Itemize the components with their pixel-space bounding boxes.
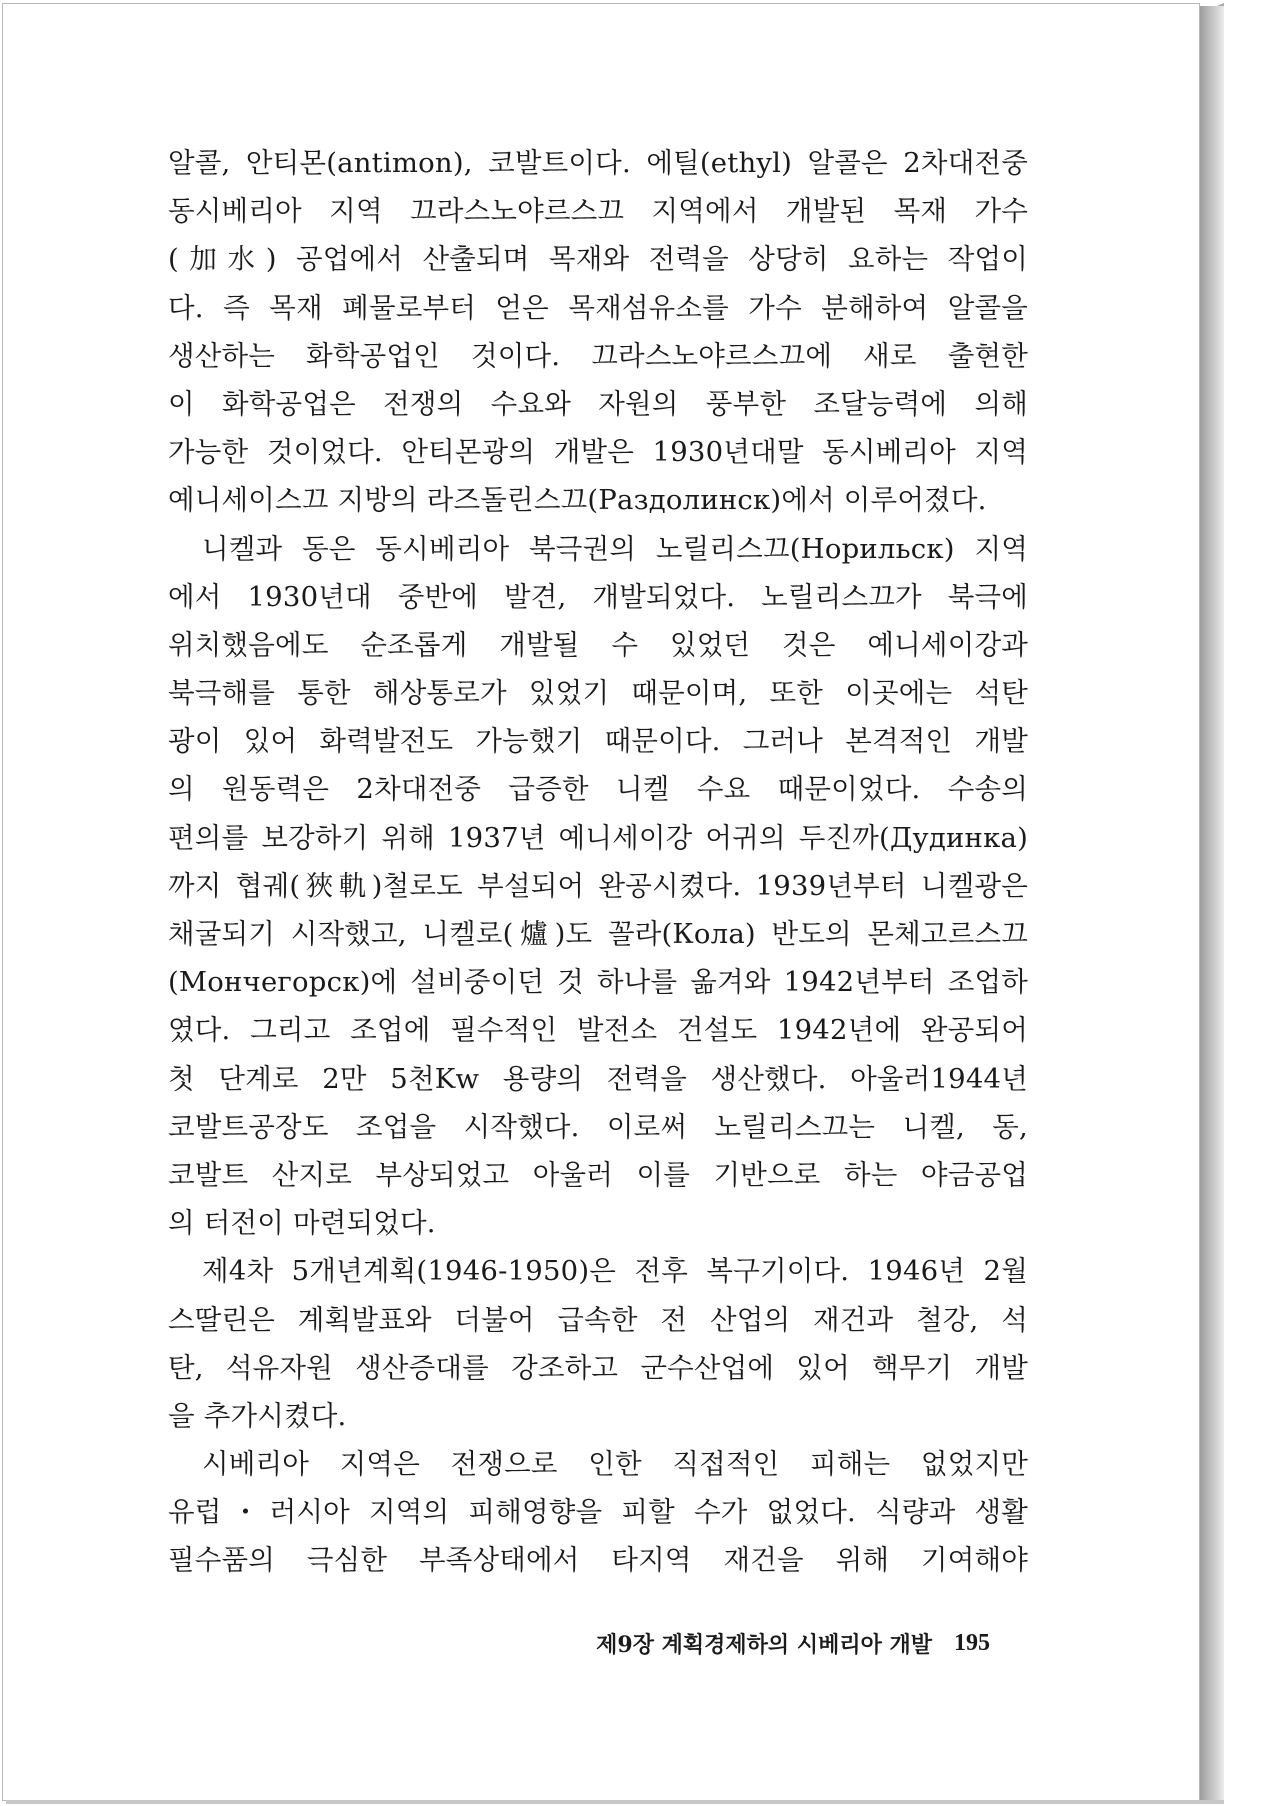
text-line: 유럽・러시아 지역의 피해영향을 피할 수가 없었다. 식량과 생활 <box>168 1496 1028 1529</box>
text-line: 동시베리아 지역 끄라스노야르스끄 지역에서 개발된 목재 가수 <box>168 195 1028 228</box>
paragraph-end-line: 을 추가시켰다. <box>168 1399 347 1432</box>
text-line: 가능한 것이었다. 안티몬광의 개발은 1930년대말 동시베리아 지역 <box>168 436 1028 469</box>
text-line: 채굴되기 시작했고, 니켈로(爐)도 꼴라(Кола) 반도의 몬체고르스끄 <box>168 918 1028 950</box>
paragraph-start-line: 시베리아 지역은 전쟁으로 인한 직접적인 피해는 없었지만 <box>202 1448 1028 1481</box>
text-line: 이 화학공업은 전쟁의 수요와 자원의 풍부한 조달능력에 의해 <box>168 387 1028 420</box>
text-line: 코발트 산지로 부상되었고 아울러 이를 기반으로 하는 야금공업 <box>168 1158 1028 1191</box>
text-line: 첫 단계로 2만 5천Kw 용량의 전력을 생산했다. 아울러1944년 <box>168 1062 1028 1095</box>
text-line: 의 원동력은 2차대전중 급증한 니켈 수요 때문이었다. 수송의 <box>168 773 1028 806</box>
text-line: 에서 1930년대 중반에 발견, 개발되었다. 노릴리스끄가 북극에 <box>168 580 1028 613</box>
text-line: 편의를 보강하기 위해 1937년 예니세이강 어귀의 두진까(Дудинка) <box>168 821 1028 854</box>
text-line: (加水) 공업에서 산출되며 목재와 전력을 상당히 요하는 작업이 <box>168 243 1028 276</box>
body-text <box>168 139 1028 1585</box>
page-number: 195 <box>954 1629 990 1656</box>
text-line: 스딸린은 계획발표와 더불어 급속한 전 산업의 재건과 철강, 석 <box>168 1303 1028 1336</box>
running-head: 제9장 계획경제하의 시베리아 개발 <box>596 1631 932 1658</box>
paragraph-end-line: 의 터전이 마련되었다. <box>168 1207 436 1240</box>
text-line: 탄, 석유자원 생산증대를 강조하고 군수산업에 있어 핵무기 개발 <box>168 1351 1028 1384</box>
text-line: 알콜, 안티몬(antimon), 코발트이다. 에틸(ethyl) 알콜은 2차대전중 <box>168 147 1028 179</box>
paragraph-end-line: 예니세이스끄 지방의 라즈돌린스끄(Раздолинск)에서 이루어졌다. <box>168 484 987 517</box>
text-line: 위치했음에도 순조롭게 개발될 수 있었던 것은 예니세이강과 <box>168 628 1028 661</box>
text-line: 필수품의 극심한 부족상태에서 타지역 재건을 위해 기여해야 <box>168 1544 1028 1577</box>
text-line: (Мончегорск)에 설비중이던 것 하나를 옮겨와 1942년부터 조업하 <box>168 966 1028 999</box>
text-line: 코발트공장도 조업을 시작했다. 이로써 노릴리스끄는 니켈, 동, <box>168 1110 1028 1143</box>
text-line: 광이 있어 화력발전도 가능했기 때문이다. 그러나 본격적인 개발 <box>168 725 1028 758</box>
paragraph-start-line: 니켈과 동은 동시베리아 북극권의 노릴리스끄(Норильск) 지역 <box>202 532 1028 565</box>
text-line: 다. 즉 목재 폐물로부터 얻은 목재섬유소를 가수 분해하여 알콜을 <box>168 291 1028 324</box>
page-stack-edge <box>1200 6 1224 1800</box>
text-line: 생산하는 화학공업인 것이다. 끄라스노야르스끄에 새로 출현한 <box>168 339 1028 372</box>
page-bottom-shadow <box>6 1800 1224 1804</box>
text-line: 북극해를 통한 해상통로가 있었기 때문이며, 또한 이곳에는 석탄 <box>168 677 1028 710</box>
paragraph-start-line: 제4차 5개년계획(1946-1950)은 전후 복구기이다. 1946년 2월 <box>202 1255 1028 1288</box>
text-line: 였다. 그리고 조업에 필수적인 발전소 건설도 1942년에 완공되어 <box>168 1014 1028 1047</box>
page-footer <box>540 1626 990 1660</box>
text-line: 까지 협궤(狹軌)철로도 부설되어 완공시켰다. 1939년부터 니켈광은 <box>168 869 1028 902</box>
